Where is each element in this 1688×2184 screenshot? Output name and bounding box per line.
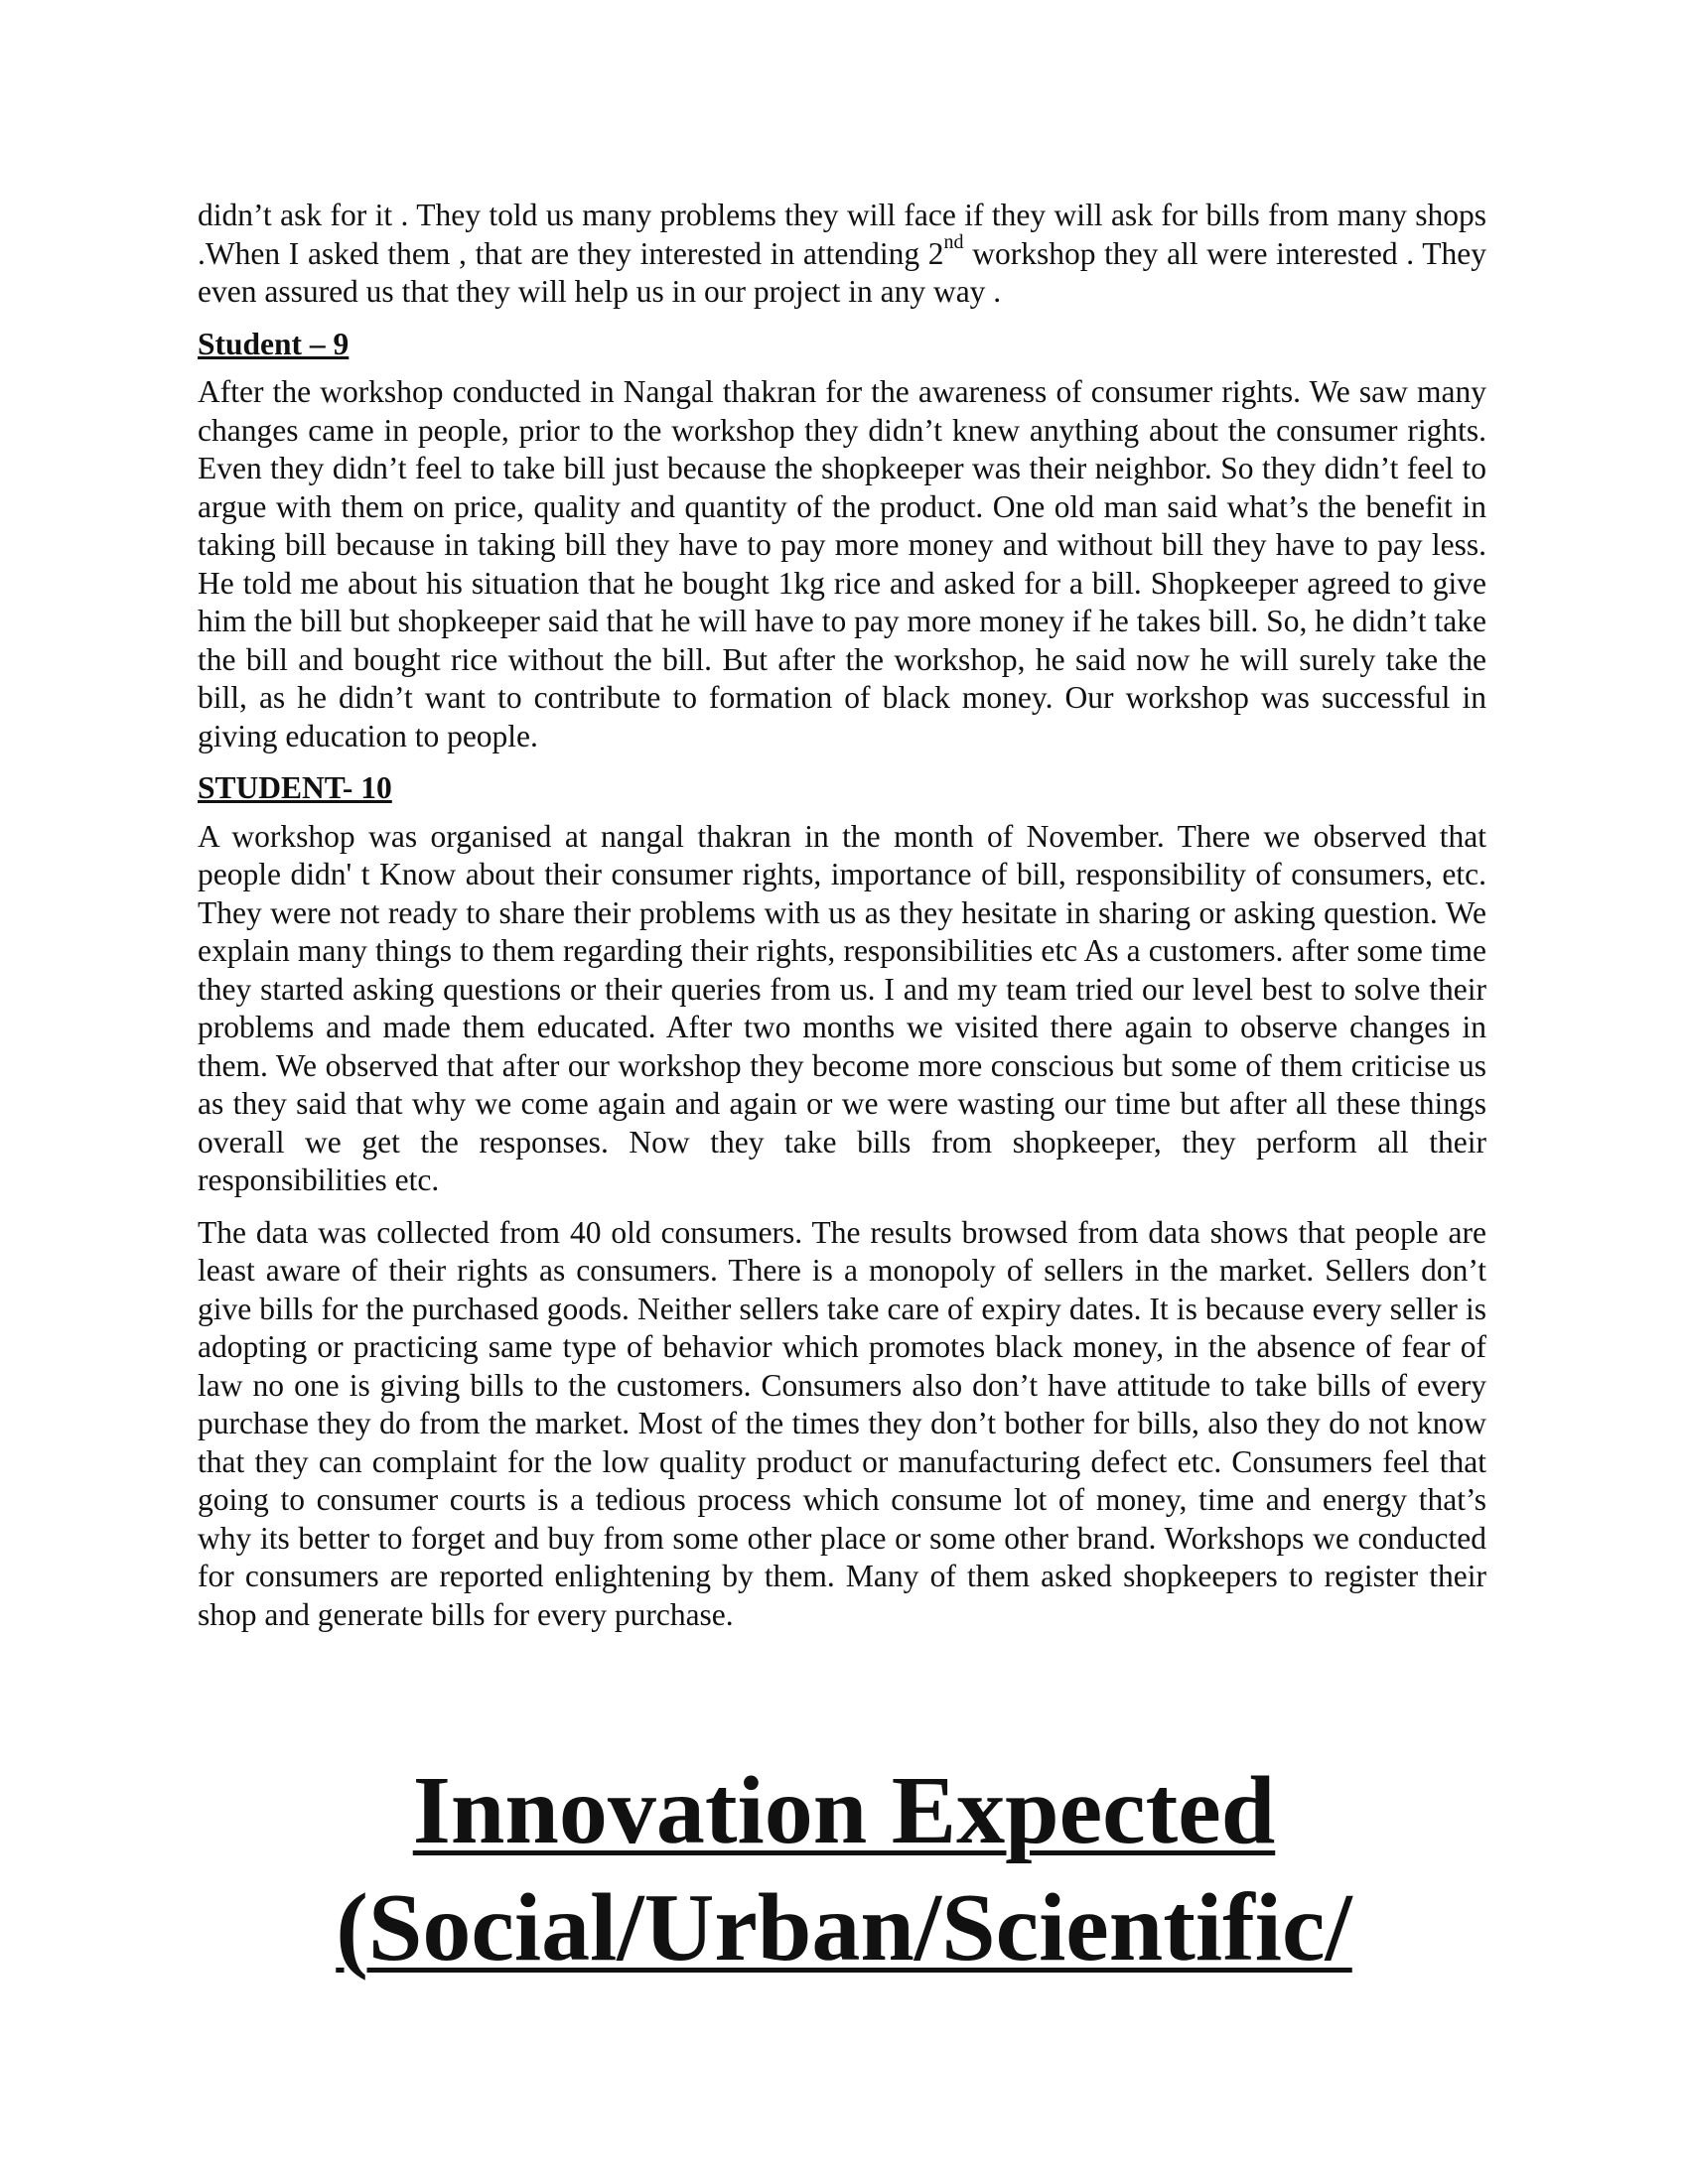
- innovation-heading-line-2: (Social/Urban/Scientific/: [336, 1874, 1352, 1981]
- innovation-heading-line-1: Innovation Expected: [412, 1757, 1276, 1864]
- intro-paragraph-text-1: didn’t ask for it . They told us many problems they will face if they will ask for bills from many shops .When I asked them , that are they interested in attending 2: [198, 198, 1486, 271]
- innovation-heading: [0, 1752, 1688, 1986]
- document-body: [198, 197, 1486, 1634]
- summary-paragraph: The data was collected from 40 old consumers. The results browsed from data shows that people are least aware of their rights as consumers. There is a monopoly of sellers in the market. Sellers don’t give bills for the purchased goods. Neither sellers take care of expiry dates. It is because every seller is adopting or practicing same type of behavior which promotes black money, in the absence of fear of law no one is giving bills to the customers. Consumers also don’t have attitude to take bills of every purchase they do from the market. Most of the times they don’t bother for bills, also they do not know that they can complaint for the low quality product or manufacturing defect etc. Consumers feel that going to consumer courts is a tedious process which consume lot of money, time and energy that’s why its better to forget and buy from some other place or some other brand. Workshops we conducted for consumers are reported enlightening by them. Many of them asked shopkeepers to register their shop and generate bills for every purchase.: [198, 1214, 1486, 1632]
- intro-paragraph: [198, 197, 1486, 312]
- student-10-heading: STUDENT- 10: [198, 770, 392, 805]
- student-9-paragraph: After the workshop conducted in Nangal thakran for the awareness of consumer rights. We saw many changes came in people, prior to the workshop they didn’t knew anything about the consumer rights. Even they didn’t feel to take bill just because the shopkeeper was their neighbor. So they didn’t feel to argue with them on price, quality and quantity of the product. One old man said what’s the benefit in taking bill because in taking bill they have to pay more money and without bill they have to pay less. He told me about his situation that he bought 1kg rice and asked for a bill. Shopkeeper agreed to give him the bill but shopkeeper said that he will have to pay more money if he takes bill. So, he didn’t take the bill and bought rice without the bill. But after the workshop, he said now he will surely take the bill, as he didn’t want to contribute to formation of black money. Our workshop was successful in giving education to people.: [198, 374, 1486, 753]
- intro-paragraph-text-2: workshop they all were interested . They even assured us that they will help us in our project in any way .: [198, 235, 1486, 309]
- intro-paragraph-superscript: nd: [943, 231, 964, 253]
- student-9-heading: Student – 9: [198, 326, 350, 361]
- student-10-paragraph: A workshop was organised at nangal thakran in the month of November. There we observed that people didn' t Know about their consumer rights, importance of bill, responsibility of consumers, etc. They were not ready to share their problems with us as they hesitate in sharing or asking question. We explain many things to them regarding their rights, responsibilities etc As a customers. after some time they started asking questions or their queries from us. I and my team tried our level best to solve their problems and made them educated. After two months we visited there again to observe changes in them. We observed that after our workshop they become more conscious but some of them criticise us as they said that why we come again and again or we were wasting our time but after all these things overall we get the responses. Now they take bills from shopkeeper, they perform all their responsibilities etc.: [198, 818, 1486, 1197]
